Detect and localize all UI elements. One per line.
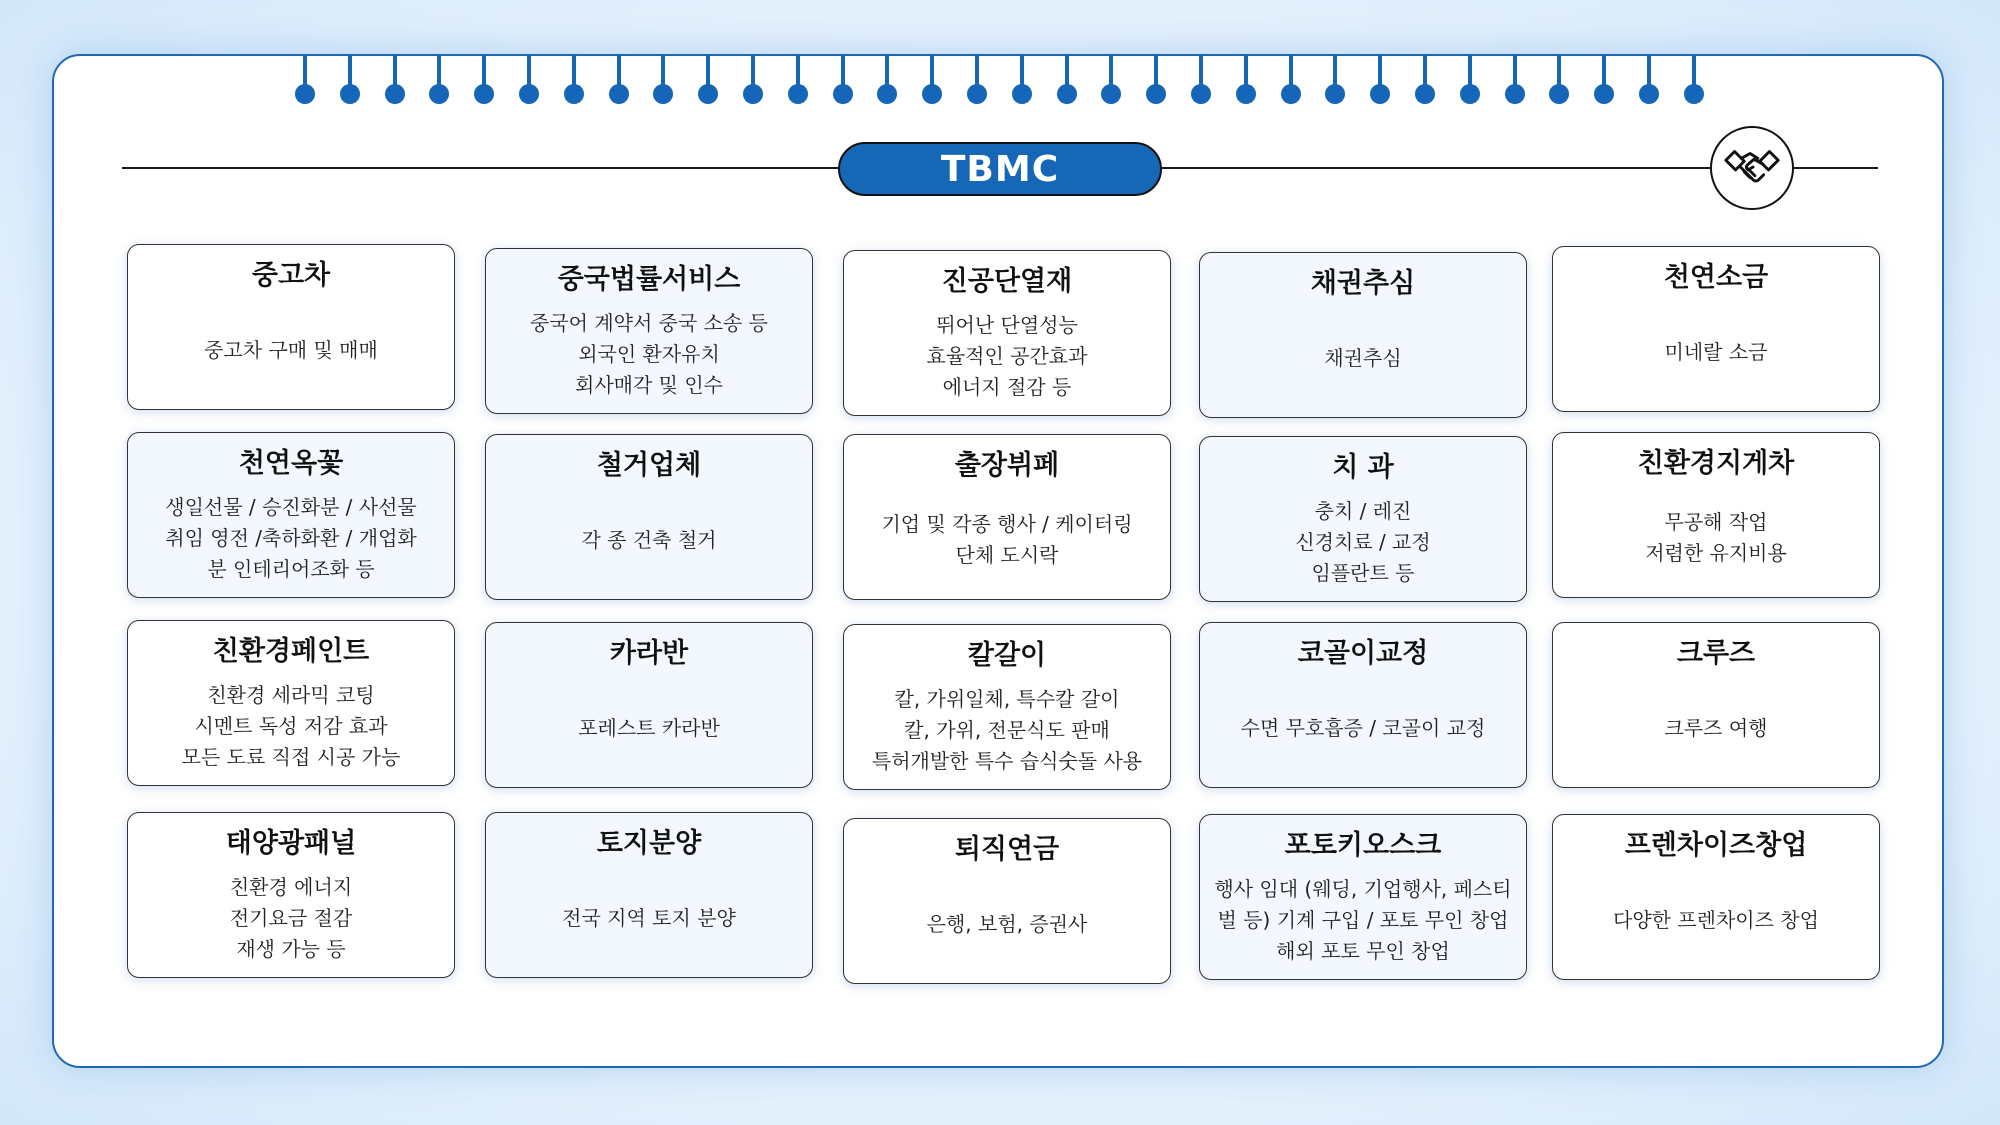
card-title: 출장뷔페 <box>954 450 1060 481</box>
service-card[interactable] <box>843 250 1171 416</box>
card-title: 천연옥꽃 <box>238 448 344 479</box>
card-description-line: 칼, 가위, 전문식도 판매 <box>904 717 1110 742</box>
card-description-line: 해외 포토 무인 창업 <box>1276 938 1450 963</box>
header-line-right <box>1794 167 1878 169</box>
card-description-line: 생일선물 / 승진화분 / 사선물 <box>165 494 417 519</box>
card-description <box>1553 869 1879 971</box>
card-description-line: 칼, 가위일체, 특수칼 갈이 <box>894 686 1120 711</box>
service-card[interactable] <box>843 434 1171 600</box>
card-description-line: 에너지 절감 등 <box>942 374 1072 399</box>
service-card[interactable] <box>485 622 813 788</box>
service-card[interactable] <box>1552 814 1880 980</box>
service-card[interactable] <box>843 624 1171 790</box>
binder-rings <box>0 0 2000 110</box>
card-description-line: 채권추심 <box>1324 345 1402 370</box>
card-description-line: 벌 등) 기계 구입 / 포토 무인 창업 <box>1217 907 1509 932</box>
card-title: 치 과 <box>1332 452 1394 483</box>
card-description-line: 재생 가능 등 <box>236 936 346 961</box>
card-description-line: 분 인테리어조화 등 <box>207 556 375 581</box>
card-description <box>844 679 1170 781</box>
card-description-line: 다양한 프렌차이즈 창업 <box>1613 907 1819 932</box>
card-description <box>128 299 454 401</box>
card-description <box>1553 301 1879 403</box>
card-title: 퇴직연금 <box>954 834 1060 865</box>
header-line-middle <box>1162 167 1710 169</box>
card-description-line: 수면 무호흡증 / 코골이 교정 <box>1240 715 1486 740</box>
card-description-line: 친환경 에너지 <box>229 874 353 899</box>
card-description-line: 행사 임대 (웨딩, 기업행사, 페스티 <box>1214 876 1512 901</box>
card-description-line: 신경치료 / 교정 <box>1295 529 1431 554</box>
card-description-line: 단체 도시락 <box>955 543 1059 567</box>
card-title: 코골이교정 <box>1297 638 1429 669</box>
card-description <box>1200 869 1526 971</box>
card-title: 포토키오스크 <box>1284 830 1442 861</box>
page-title: TBMC <box>838 142 1162 196</box>
card-description <box>844 305 1170 407</box>
service-card[interactable] <box>485 248 813 414</box>
card-title: 크루즈 <box>1676 638 1756 669</box>
card-description <box>1553 487 1879 589</box>
card-description-line: 은행, 보험, 증권사 <box>926 911 1088 936</box>
card-description <box>1200 307 1526 409</box>
card-description-line: 취임 영전 /축하화환 / 개업화 <box>165 525 417 550</box>
service-card[interactable] <box>1552 622 1880 788</box>
card-title: 진공단열재 <box>941 266 1073 297</box>
card-description-line: 임플란트 등 <box>1311 560 1415 585</box>
card-title: 친환경페인트 <box>212 636 370 667</box>
card-description <box>486 867 812 969</box>
card-title: 천연소금 <box>1663 262 1769 293</box>
service-card[interactable] <box>843 818 1171 984</box>
service-card[interactable] <box>127 244 455 410</box>
service-card[interactable] <box>1552 246 1880 412</box>
card-description <box>844 873 1170 975</box>
service-card[interactable] <box>1199 622 1527 788</box>
card-description-line: 전국 지역 토지 분양 <box>562 905 736 930</box>
card-description-line: 미네랄 소금 <box>1664 339 1768 364</box>
card-description <box>1200 677 1526 779</box>
card-title: 중고차 <box>251 260 331 291</box>
card-title: 칼갈이 <box>967 640 1047 671</box>
card-description <box>128 487 454 589</box>
card-description <box>486 303 812 405</box>
card-title: 철거업체 <box>596 450 702 481</box>
service-card[interactable] <box>127 620 455 786</box>
card-description-line: 기업 및 각종 행사 / 케이터링 <box>881 512 1133 536</box>
card-description-line: 저렴한 유지비용 <box>1645 541 1787 565</box>
service-card[interactable] <box>1199 252 1527 418</box>
card-description <box>486 489 812 591</box>
service-card[interactable] <box>485 434 813 600</box>
card-description-line: 충치 / 레진 <box>1314 498 1412 523</box>
card-description <box>1553 677 1879 779</box>
card-description-line: 각 종 건축 철거 <box>581 527 717 552</box>
card-title: 프렌차이즈창업 <box>1624 830 1808 861</box>
card-title: 채권추심 <box>1310 268 1416 299</box>
card-description-line: 시멘트 독성 저감 효과 <box>194 713 388 738</box>
card-description-line: 중국어 계약서 중국 소송 등 <box>530 310 768 335</box>
card-title: 토지분양 <box>596 828 702 859</box>
service-card[interactable] <box>1552 432 1880 598</box>
header-line-left <box>122 167 838 169</box>
service-card[interactable] <box>485 812 813 978</box>
card-description-line: 외국인 환자유치 <box>578 341 720 366</box>
card-description <box>844 489 1170 591</box>
card-title: 중국법률서비스 <box>557 264 741 295</box>
card-description <box>128 675 454 777</box>
card-title: 친환경지게차 <box>1637 448 1795 479</box>
card-description-line: 크루즈 여행 <box>1664 715 1768 740</box>
card-description <box>486 677 812 779</box>
card-description-line: 포레스트 카라반 <box>578 715 720 740</box>
card-description-line: 뛰어난 단열성능 <box>936 312 1078 337</box>
card-description-line: 회사매각 및 인수 <box>575 372 723 397</box>
card-title: 태양광패널 <box>225 828 357 859</box>
card-description-line: 효율적인 공간효과 <box>926 343 1088 368</box>
service-card[interactable] <box>1199 814 1527 980</box>
card-title: 카라반 <box>609 638 689 669</box>
service-card[interactable] <box>127 812 455 978</box>
card-description-line: 무공해 작업 <box>1664 510 1768 534</box>
card-description-line: 특허개발한 특수 습식숫돌 사용 <box>871 748 1143 773</box>
card-description-line: 모든 도료 직접 시공 가능 <box>181 744 401 769</box>
card-description <box>128 867 454 969</box>
card-description-line: 전기요금 절감 <box>229 905 353 930</box>
card-description <box>1200 491 1526 593</box>
service-card[interactable] <box>1199 436 1527 602</box>
card-description-line: 중고차 구매 및 매매 <box>204 337 378 362</box>
card-description-line: 친환경 세라믹 코팅 <box>207 682 375 707</box>
handshake-icon <box>1710 126 1794 210</box>
service-card[interactable] <box>127 432 455 598</box>
